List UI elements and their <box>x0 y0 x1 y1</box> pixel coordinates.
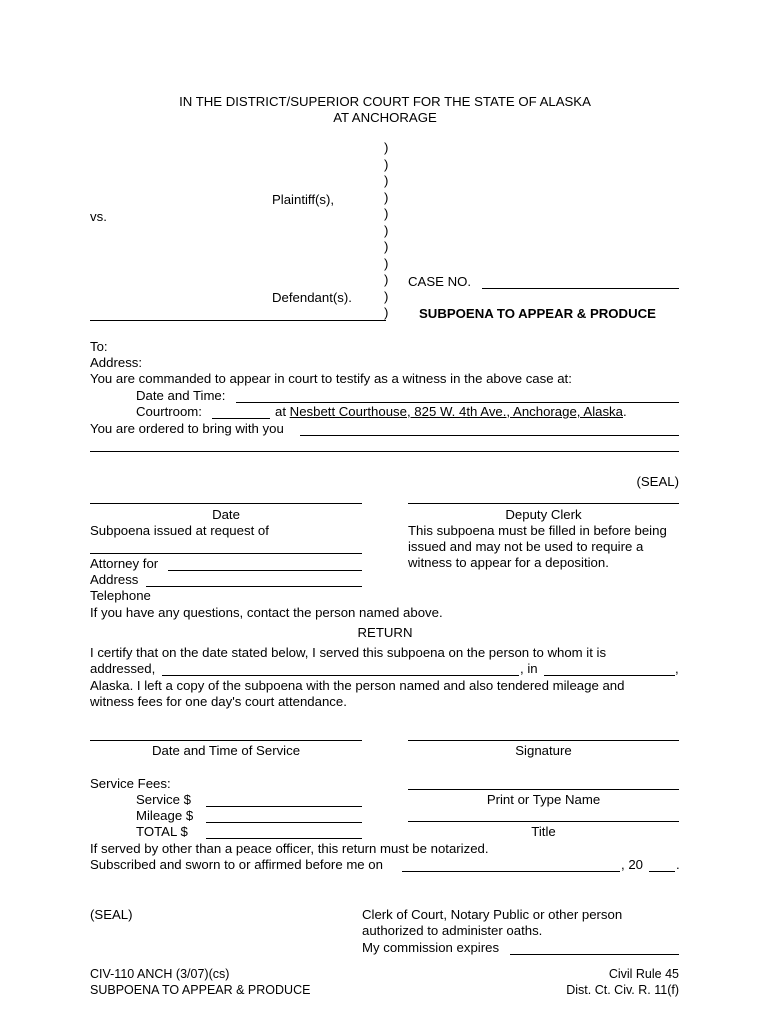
date-label: Date <box>212 507 240 522</box>
notice-line-1: This subpoena must be filled in before being <box>408 523 667 538</box>
subscribed-text: Subscribed and sworn to or affirmed before me on <box>90 857 383 872</box>
mileage-fee-field[interactable] <box>206 822 362 823</box>
in-comma: , <box>675 661 679 676</box>
addressed-label: addressed, <box>90 661 156 676</box>
request-label: Subpoena issued at request of <box>90 523 269 538</box>
case-no-label: CASE NO. <box>408 274 472 289</box>
notary-seal-label: (SEAL) <box>90 907 133 922</box>
questions-text: If you have any questions, contact the person named above. <box>90 605 443 620</box>
total-fee-label: TOTAL $ <box>136 824 188 839</box>
attorney-for-label: Attorney for <box>90 556 159 571</box>
signature-field[interactable] <box>408 740 679 741</box>
form-id: CIV-110 ANCH (3/07)(cs) <box>90 967 230 981</box>
clerk-line-1: Clerk of Court, Notary Public or other person <box>362 907 623 922</box>
service-fee-label: Service $ <box>136 792 191 807</box>
print-name-field[interactable] <box>408 789 679 790</box>
date-time-label: Date and Time: <box>136 388 226 403</box>
bring-field-line-2[interactable] <box>90 451 679 452</box>
deputy-clerk-label: Deputy Clerk <box>505 507 582 522</box>
served-location-field[interactable] <box>544 675 675 676</box>
year-period: . <box>676 857 680 872</box>
date-time-field[interactable] <box>236 402 679 403</box>
document-title: SUBPOENA TO APPEAR & PRODUCE <box>419 306 656 321</box>
command-text: You are commanded to appear in court to testify as a witness in the above case at: <box>90 371 572 386</box>
address-label: Address: <box>90 355 143 370</box>
service-datetime-field[interactable] <box>90 740 362 741</box>
plaintiff-label: Plaintiff(s), <box>272 192 335 207</box>
case-no-field[interactable] <box>482 288 679 289</box>
commission-expires-field[interactable] <box>510 954 679 955</box>
service-fees-label: Service Fees: <box>90 776 171 791</box>
seal-label: (SEAL) <box>636 474 679 489</box>
clerk-line-2: authorized to administer oaths. <box>362 923 543 938</box>
bring-field[interactable] <box>300 435 679 436</box>
attorney-address-label: Address <box>90 572 139 587</box>
year-field[interactable] <box>649 871 675 872</box>
date-field[interactable] <box>90 503 362 504</box>
title-label: Title <box>531 824 556 839</box>
to-label: To: <box>90 339 108 354</box>
attorney-address-field[interactable] <box>146 586 362 587</box>
courthouse-location: at Nesbett Courthouse, 825 W. 4th Ave., Anchorage, Alaska. <box>275 404 627 419</box>
caption-parens: ) ) ) ) ) ) ) ) ) ) ) <box>384 140 389 320</box>
civil-rule: Civil Rule 45 <box>608 967 679 981</box>
in-label: , in <box>520 661 538 676</box>
district-rule: Dist. Ct. Civ. R. 11(f) <box>566 983 679 997</box>
sworn-date-field[interactable] <box>402 871 620 872</box>
alaska-text: Alaska. I left a copy of the subpoena with the person named and also tendered mileage and <box>90 678 625 693</box>
return-heading: RETURN <box>357 625 413 640</box>
service-fee-field[interactable] <box>206 806 362 807</box>
notice-line-2: issued and may not be used to require a <box>408 539 644 554</box>
telephone-label: Telephone <box>90 588 151 603</box>
form-name: SUBPOENA TO APPEAR & PRODUCE <box>90 983 311 997</box>
bring-label: You are ordered to bring with you <box>90 421 284 436</box>
year-prefix: , 20 <box>621 857 643 872</box>
witness-fees-text: witness fees for one day's court attendance. <box>90 694 347 709</box>
caption-underline <box>90 320 386 321</box>
court-heading: IN THE DISTRICT/SUPERIOR COURT FOR THE STATE OF ALASKA <box>179 94 591 109</box>
print-name-label: Print or Type Name <box>486 792 601 807</box>
total-fee-field[interactable] <box>206 838 362 839</box>
title-field[interactable] <box>408 821 679 822</box>
signature-label: Signature <box>515 743 572 758</box>
vs-label: vs. <box>90 209 107 224</box>
mileage-fee-label: Mileage $ <box>136 808 194 823</box>
deputy-clerk-field[interactable] <box>408 503 679 504</box>
served-person-field[interactable] <box>162 675 519 676</box>
certify-text: I certify that on the date stated below, I served this subpoena on the person to whom it is <box>90 645 607 660</box>
courtroom-label: Courtroom: <box>136 404 202 419</box>
court-location: AT ANCHORAGE <box>333 110 437 125</box>
attorney-for-field[interactable] <box>168 570 362 571</box>
service-datetime-label: Date and Time of Service <box>151 743 301 758</box>
request-field[interactable] <box>90 553 362 554</box>
notarized-text: If served by other than a peace officer, this return must be notarized. <box>90 841 489 856</box>
commission-label: My commission expires <box>362 940 500 955</box>
defendant-label: Defendant(s). <box>272 290 352 305</box>
courtroom-field[interactable] <box>212 418 270 419</box>
notice-line-3: witness to appear for a deposition. <box>408 555 609 570</box>
